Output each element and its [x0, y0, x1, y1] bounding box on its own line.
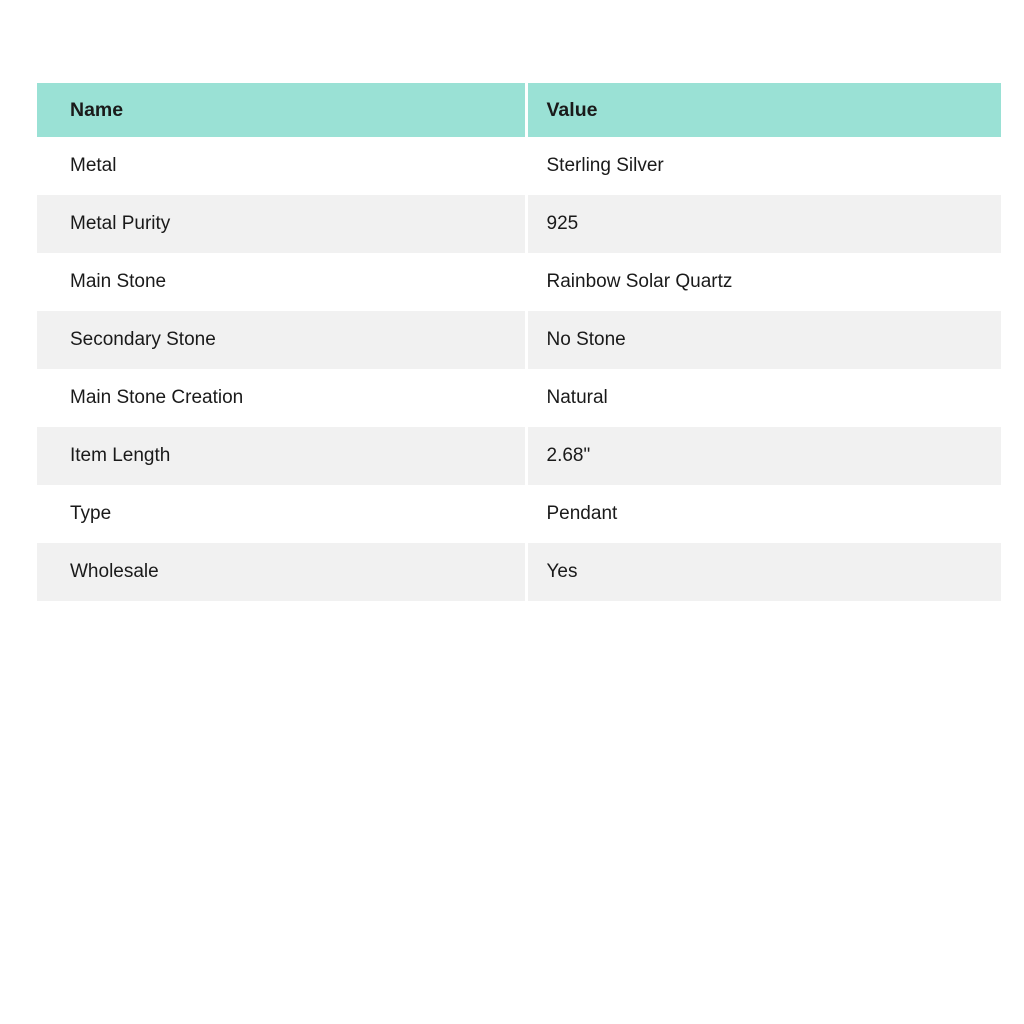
spec-value-cell: Pendant — [526, 485, 1001, 543]
table-row — [37, 195, 1001, 253]
column-header-value: Value — [526, 83, 1001, 137]
column-header-name: Name — [37, 83, 526, 137]
spec-name-cell: Metal Purity — [37, 195, 526, 253]
spec-value-cell: Sterling Silver — [526, 137, 1001, 195]
table-row — [37, 137, 1001, 195]
table-body — [37, 137, 1001, 601]
spec-name-cell: Type — [37, 485, 526, 543]
spec-value-cell: No Stone — [526, 311, 1001, 369]
table-header-row — [37, 83, 1001, 137]
spec-value-cell: Yes — [526, 543, 1001, 601]
table-header — [37, 83, 1001, 137]
spec-value-cell: Natural — [526, 369, 1001, 427]
table-row — [37, 253, 1001, 311]
spec-name-cell: Main Stone Creation — [37, 369, 526, 427]
table-row — [37, 485, 1001, 543]
table-row — [37, 427, 1001, 485]
spec-name-cell: Secondary Stone — [37, 311, 526, 369]
spec-value-cell: Rainbow Solar Quartz — [526, 253, 1001, 311]
spec-name-cell: Metal — [37, 137, 526, 195]
table-row — [37, 543, 1001, 601]
table-row — [37, 369, 1001, 427]
product-spec-table — [37, 83, 1001, 601]
spec-name-cell: Main Stone — [37, 253, 526, 311]
table-row — [37, 311, 1001, 369]
spec-name-cell: Wholesale — [37, 543, 526, 601]
spec-value-cell: 925 — [526, 195, 1001, 253]
spec-value-cell: 2.68" — [526, 427, 1001, 485]
spec-name-cell: Item Length — [37, 427, 526, 485]
